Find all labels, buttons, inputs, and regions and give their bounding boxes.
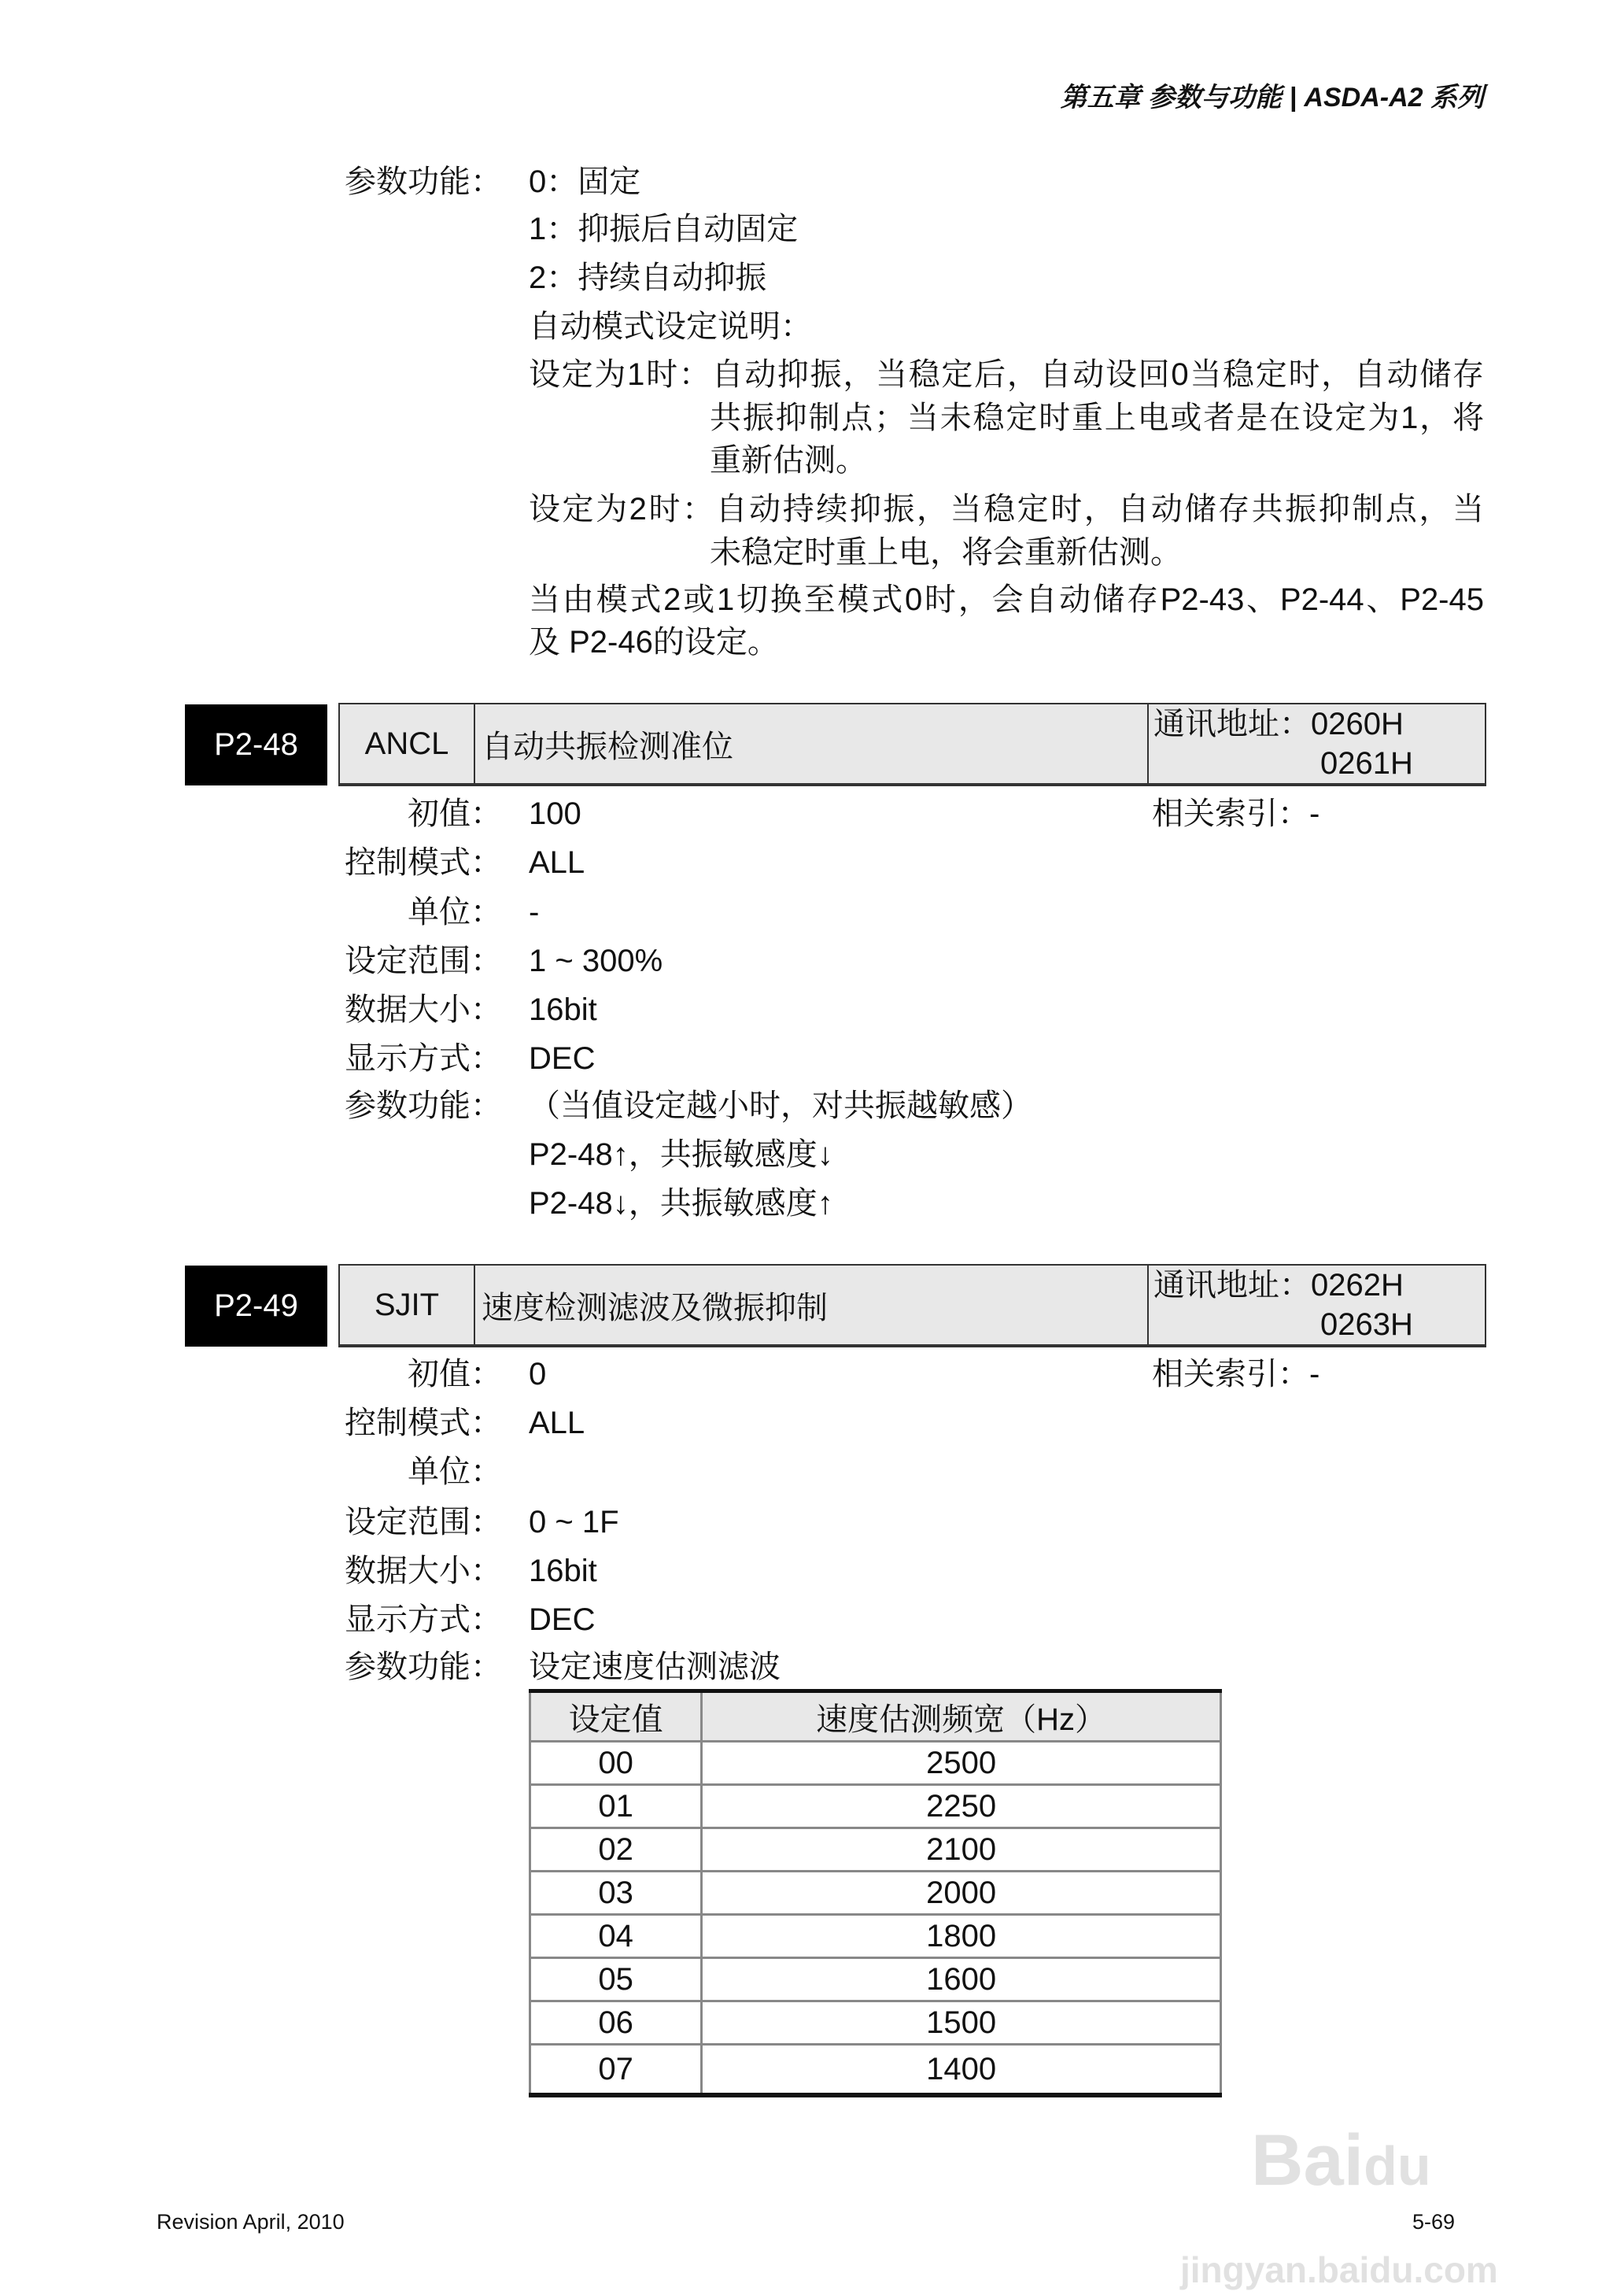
param-header — [338, 703, 1486, 786]
page-number: 5-69 — [1412, 2210, 1456, 2234]
table-cell: 2100 — [702, 1828, 1221, 1872]
table-cell: 1800 — [702, 1915, 1221, 1958]
table-header: 速度估测频宽（Hz） — [702, 1691, 1221, 1742]
param-value: DEC — [529, 1041, 596, 1076]
param-value: - — [529, 895, 540, 929]
param-title: 速度检测滤波及微振抑制 — [475, 1266, 1149, 1344]
ref-value: - — [1309, 1357, 1320, 1391]
param-value: 100 — [529, 796, 581, 831]
extra-line: P2-48↑，共振敏感度↓ — [529, 1137, 833, 1172]
table-row — [530, 2001, 1221, 2045]
option-line: 2：持续自动抑振 — [529, 261, 767, 295]
param-label: 单位： — [408, 895, 502, 929]
addr-value: 0261H — [1320, 746, 1413, 781]
param-abbr: ANCL — [340, 704, 475, 783]
param-label: 参数功能： — [345, 1088, 502, 1123]
table-cell: 1500 — [702, 2001, 1221, 2045]
table-row — [530, 1958, 1221, 2001]
table-cell: 01 — [530, 1785, 702, 1828]
param-value: 1 ~ 300% — [529, 944, 663, 978]
param-value: ALL — [529, 1406, 585, 1440]
table-cell: 02 — [530, 1828, 702, 1872]
param-value: DEC — [529, 1602, 596, 1637]
addr-label: 通讯地址： — [1153, 1268, 1311, 1303]
addr-value: 0263H — [1320, 1307, 1413, 1342]
param-label: 单位： — [408, 1454, 502, 1489]
param-title: 自动共振检测准位 — [475, 704, 1149, 783]
table-cell: 2250 — [702, 1785, 1221, 1828]
ref-value: - — [1309, 796, 1320, 831]
param-label: 显示方式： — [345, 1602, 502, 1637]
addr-label: 通讯地址： — [1153, 707, 1311, 741]
table-row — [530, 1915, 1221, 1958]
desc-line: 当由模式2或1切换至模式0时，会自动储存P2-43、P2-44、P2-45 — [529, 582, 1484, 617]
table-row — [530, 2045, 1221, 2096]
table-cell: 03 — [530, 1872, 702, 1915]
param-label: 数据大小： — [345, 992, 502, 1027]
ref-label: 相关索引： — [1152, 1357, 1309, 1391]
table-row — [530, 1785, 1221, 1828]
option-line: 自动模式设定说明： — [529, 309, 812, 344]
comm-address — [1149, 1266, 1485, 1344]
table-cell: 00 — [530, 1742, 702, 1785]
table-cell: 04 — [530, 1915, 702, 1958]
table-row — [530, 1872, 1221, 1915]
param-id: P2-48 — [185, 704, 327, 785]
addr-value: 0262H — [1311, 1268, 1404, 1303]
table-row — [530, 1828, 1221, 1872]
desc-line: 设定为2时：自动持续抑振，当稳定时，自动储存共振抑制点，当 — [529, 492, 1484, 527]
related-index — [1152, 1355, 1320, 1393]
desc-line: 及 P2-46的设定。 — [529, 625, 779, 660]
table-cell: 1600 — [702, 1958, 1221, 2001]
desc-line: 设定为1时：自动抑振，当稳定后，自动设回0当稳定时，自动储存 — [529, 357, 1484, 392]
param-label: 显示方式： — [345, 1041, 502, 1076]
table-cell: 05 — [530, 1958, 702, 2001]
param-label: 参数功能： — [345, 164, 502, 199]
table-cell: 2500 — [702, 1742, 1221, 1785]
table-cell: 06 — [530, 2001, 702, 2045]
desc-line: 重新估测。 — [710, 443, 867, 478]
table-header: 设定值 — [530, 1691, 702, 1742]
param-value: 设定速度估测滤波 — [529, 1650, 781, 1684]
addr-value: 0260H — [1311, 707, 1404, 741]
param-label: 初值： — [408, 1357, 502, 1391]
option-line: 0：固定 — [529, 164, 641, 199]
filter-table — [529, 1689, 1222, 2097]
table-cell: 2000 — [702, 1872, 1221, 1915]
param-label: 数据大小： — [345, 1554, 502, 1588]
baidu-watermark-logo: Baidu — [1251, 2120, 1431, 2201]
param-label: 设定范围： — [345, 944, 502, 978]
param-label: 控制模式： — [345, 1406, 502, 1440]
param-value: 0 ~ 1F — [529, 1505, 619, 1539]
param-label: 初值： — [408, 796, 502, 831]
chapter-header: 第五章 参数与功能 | ASDA-A2 系列 — [1060, 83, 1484, 113]
param-header — [338, 1264, 1486, 1347]
desc-line: 未稳定时重上电，将会重新估测。 — [710, 535, 1182, 570]
table-cell: 07 — [530, 2045, 702, 2096]
param-value: 16bit — [529, 992, 597, 1027]
desc-line: 共振抑制点；当未稳定时重上电或者是在设定为1，将 — [710, 401, 1484, 435]
param-value: ALL — [529, 845, 585, 880]
param-value: （当值设定越小时，对共振越敏感） — [529, 1088, 1032, 1123]
related-index — [1152, 795, 1320, 833]
option-line: 1：抑振后自动固定 — [529, 212, 799, 246]
param-abbr: SJIT — [340, 1266, 475, 1344]
param-value: 0 — [529, 1357, 547, 1391]
extra-line: P2-48↓，共振敏感度↑ — [529, 1186, 833, 1221]
ref-label: 相关索引： — [1152, 796, 1309, 831]
table-row — [530, 1742, 1221, 1785]
baidu-watermark-url: jingyan.baidu.com — [1180, 2249, 1498, 2290]
revision-text: Revision April, 2010 — [157, 2210, 345, 2234]
param-label: 参数功能： — [345, 1650, 502, 1684]
param-label: 设定范围： — [345, 1505, 502, 1539]
param-id: P2-49 — [185, 1266, 327, 1347]
param-label: 控制模式： — [345, 845, 502, 880]
comm-address — [1149, 704, 1485, 783]
table-cell: 1400 — [702, 2045, 1221, 2096]
param-value: 16bit — [529, 1554, 597, 1588]
